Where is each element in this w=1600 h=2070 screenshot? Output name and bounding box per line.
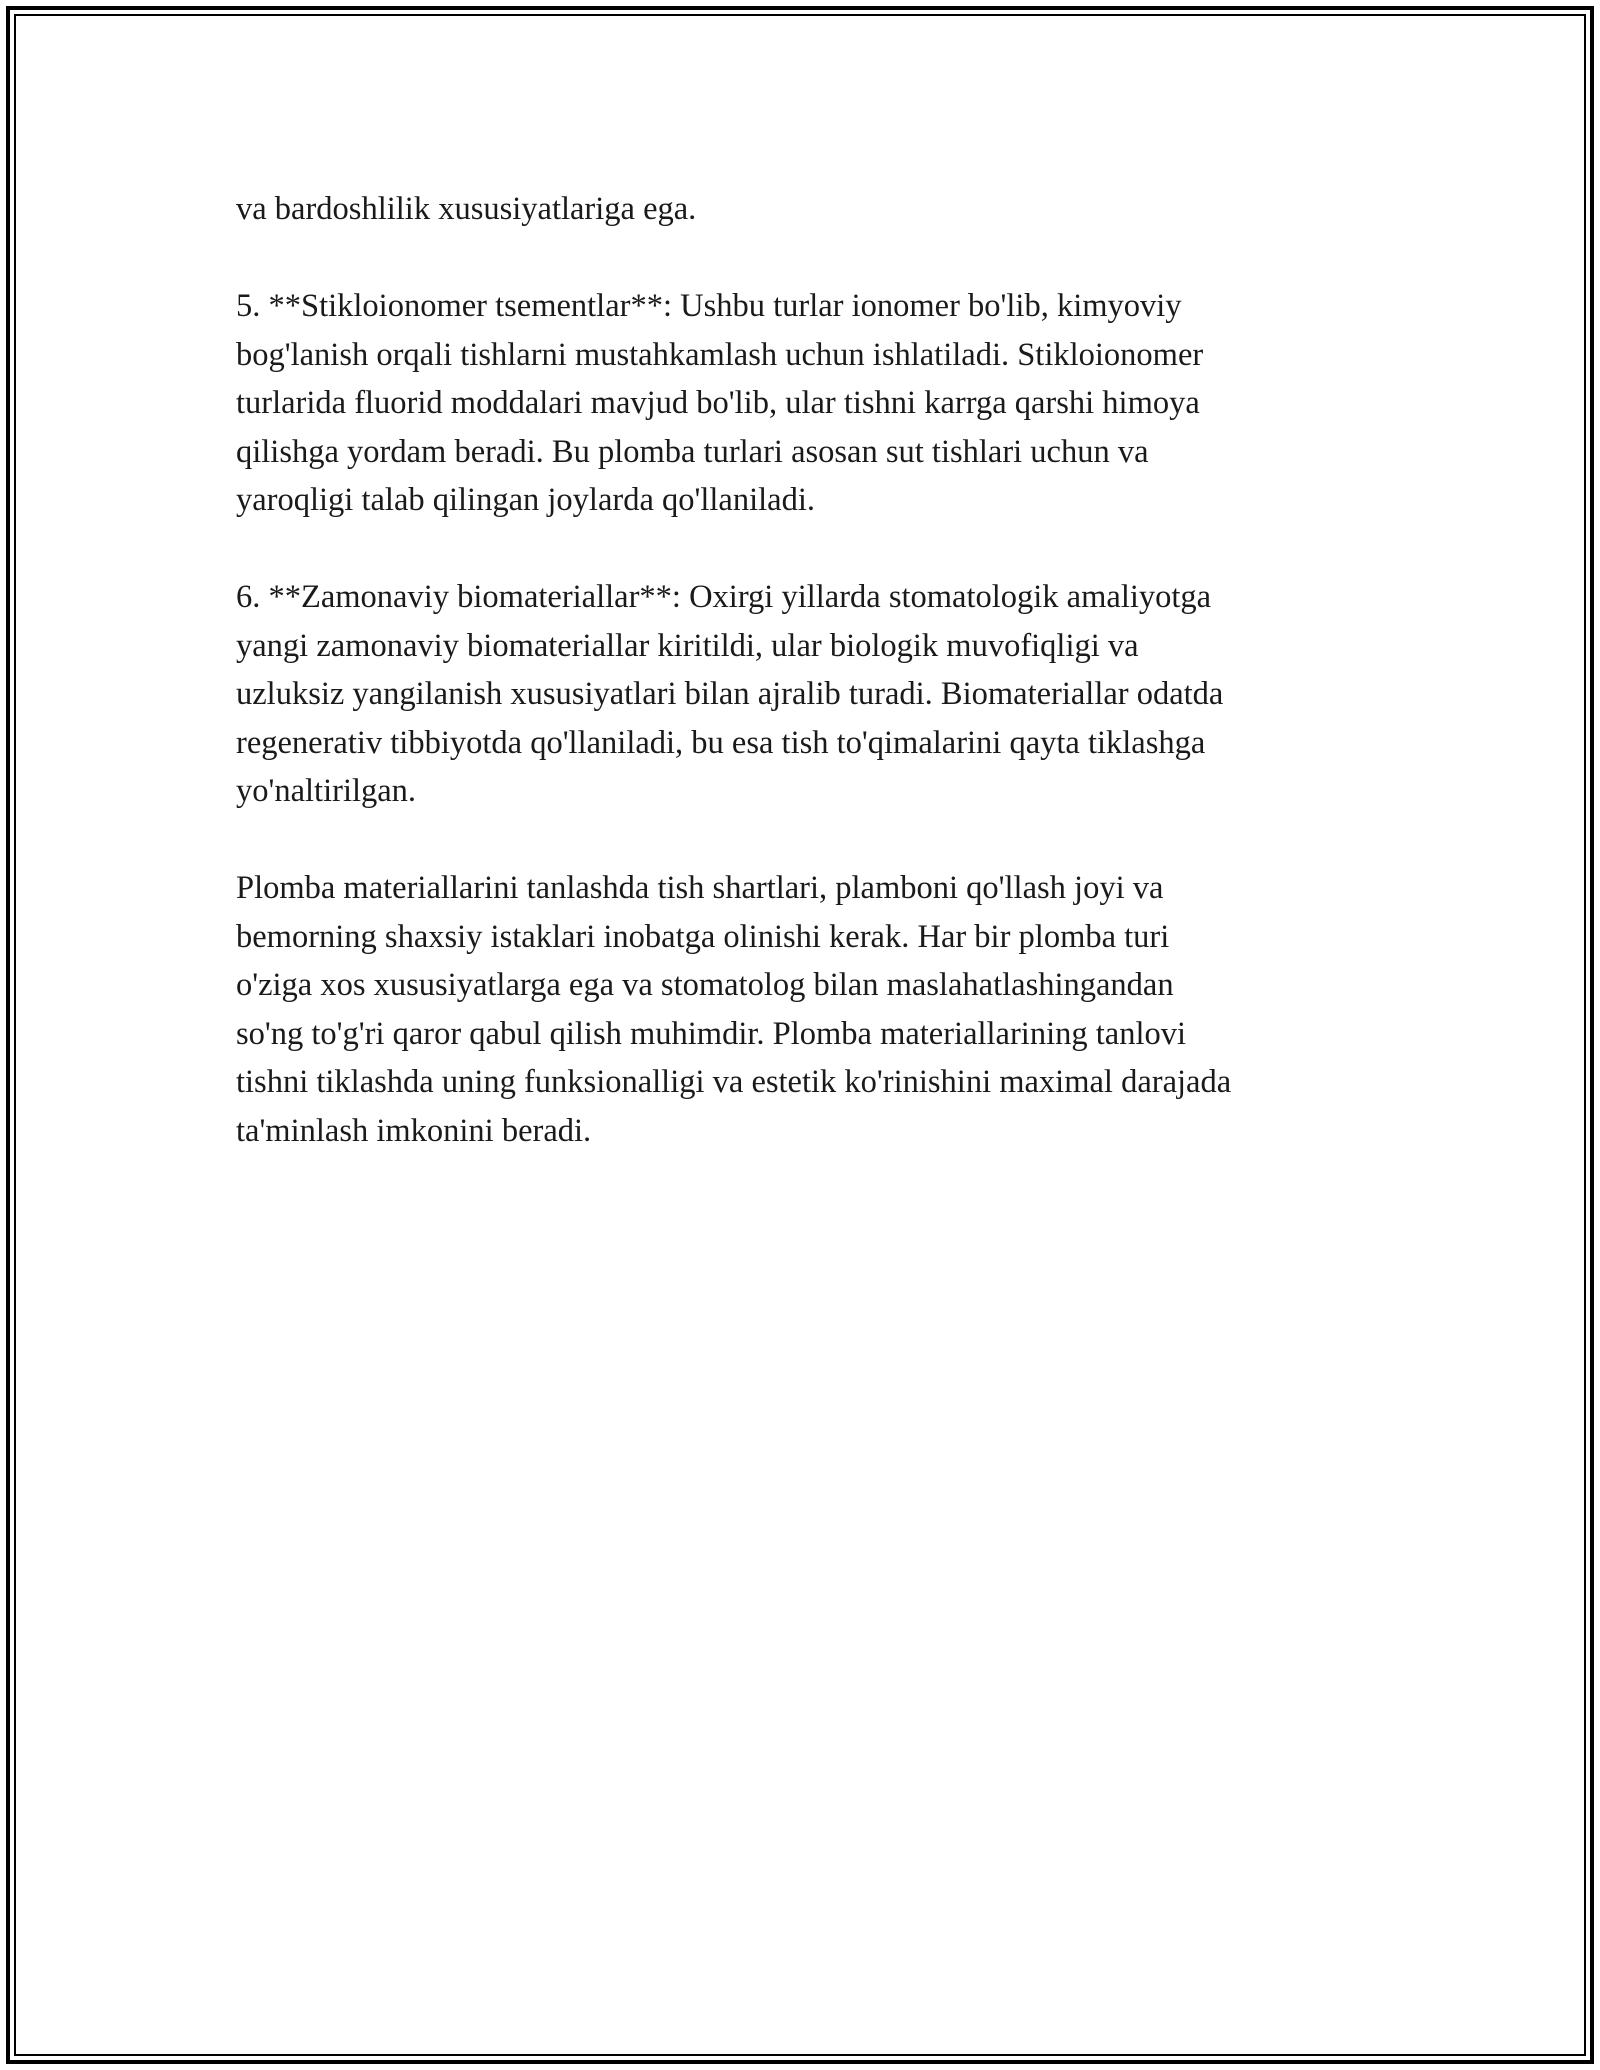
text-line: yangi zamonaviy biomateriallar kiritildi, ular biologik muvofiqligi va xyxy=(236,627,1139,664)
text-line: 5. **Stikloionomer tsementlar**: Ushbu turlar ionomer bo'lib, kimyoviy xyxy=(236,288,1182,324)
paragraph-conclusion xyxy=(236,864,1366,1155)
paragraph-continuation xyxy=(236,185,1366,234)
text-line: bemorning shaxsiy istaklari inobatga olinishi kerak. Har bir plomba turi xyxy=(236,918,1170,955)
text-line: uzluksiz yangilanish xususiyatlari bilan ajralib turadi. Biomateriallar odatda xyxy=(236,676,1224,712)
paragraph-biomaterials xyxy=(236,573,1366,816)
text-line: so'ng to'g'ri qaror qabul qilish muhimdir. Plomba materiallarining tanlovi xyxy=(236,1015,1187,1052)
text-line: regenerativ tibbiyotda qo'llaniladi, bu esa tish to'qimalarini qayta tiklashga xyxy=(236,724,1206,761)
text-line: yo'naltirilgan. xyxy=(236,773,417,809)
text-line: yaroqligi talab qilingan joylarda qo'llaniladi. xyxy=(236,482,815,518)
text-line: ta'minlash imkonini beradi. xyxy=(236,1112,592,1149)
paragraph-glass-ionomer xyxy=(236,282,1366,525)
text-line: Plomba materiallarini tanlashda tish shartlari, plamboni qo'llash joyi va xyxy=(236,870,1164,906)
text-line: va bardoshlilik xususiyatlariga ega. xyxy=(236,191,697,227)
text-line: qilishga yordam beradi. Bu plomba turlari asosan sut tishlari uchun va xyxy=(236,433,1149,470)
text-line: 6. **Zamonaviy biomateriallar**: Oxirgi yillarda stomatologik amaliyotga xyxy=(236,579,1212,615)
text-line: bog'lanish orqali tishlarni mustahkamlash uchun ishlatiladi. Stikloionomer xyxy=(236,336,1204,373)
text-line: tishni tiklashda uning funksionalligi va estetik ko'rinishini maximal darajada xyxy=(236,1064,1232,1100)
text-line: turlarida fluorid moddalari mavjud bo'lib, ular tishni karrga qarshi himoya xyxy=(236,385,1200,421)
document-body xyxy=(236,185,1366,1155)
text-line: o'ziga xos xususiyatlarga ega va stomatolog bilan maslahatlashingandan xyxy=(236,967,1174,1003)
